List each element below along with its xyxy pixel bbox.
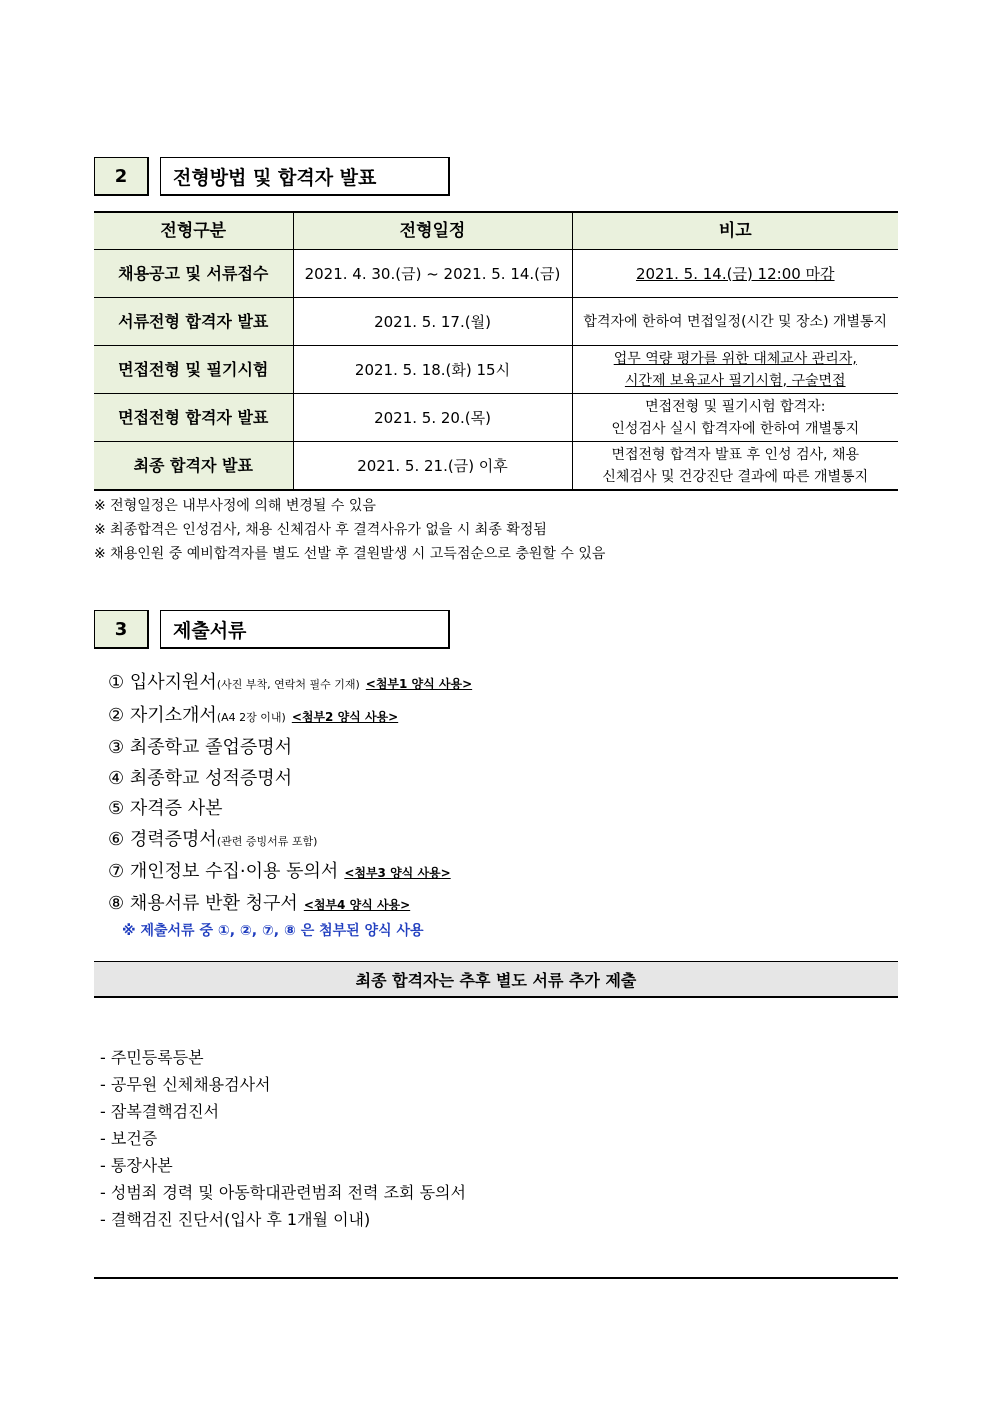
item-detail: (A4 2장 이내) [216, 710, 286, 724]
note-item: ※ 최종합격은 인성검사, 채용 신체검사 후 결격사유가 없을 시 최종 확정됨 [94, 522, 547, 538]
list-item: - 성범죄 경력 및 아동학대관련범죄 전력 조회 동의서 [100, 1183, 466, 1202]
date-cell: 2021. 4. 30.(금) ~ 2021. 5. 14.(금) [293, 250, 572, 298]
list-item: - 통장사본 [100, 1156, 173, 1175]
section-2-title: 전형방법 및 합격자 발표 [160, 157, 450, 196]
header-note: 비고 [572, 212, 898, 250]
note-line: 합격자에 한하여 면접일정(시간 및 장소) 개별통지 [583, 313, 888, 330]
list-item [108, 794, 472, 825]
schedule-table [94, 211, 898, 491]
item-name: 최종학교 성적증명서 [129, 767, 293, 789]
note-item: ※ 전형일정은 내부사정에 의해 변경될 수 있음 [94, 498, 376, 514]
item-number: ⑧ [108, 892, 125, 914]
table-row [94, 346, 898, 394]
section-3-title: 제출서류 [160, 610, 450, 649]
date-cell: 2021. 5. 18.(화) 15시 [293, 346, 572, 394]
item-number: ③ [108, 737, 125, 758]
item-attachment: <첨부3 양식 사용> [344, 866, 451, 880]
date-cell: 2021. 5. 20.(목) [293, 394, 572, 442]
list-item [108, 701, 472, 734]
item-attachment: <첨부2 양식 사용> [291, 709, 399, 724]
item-name: 채용서류 반환 청구서 [129, 892, 298, 914]
item-number: ⑥ [108, 828, 125, 850]
stage-cell: 최종 합격자 발표 [94, 442, 293, 491]
table-row [94, 298, 898, 346]
final-docs-list [100, 1044, 466, 1233]
item-detail: (관련 증빙서류 포함) [216, 834, 318, 848]
list-item: - 잠복결핵검진서 [100, 1102, 220, 1121]
note-line: 면접전형 및 필기시험 합격자: [645, 398, 826, 415]
final-docs-title: 최종 합격자는 추후 별도 서류 추가 제출 [94, 961, 898, 998]
list-item: - 결핵검진 진단서(입사 후 1개월 이내) [100, 1210, 371, 1229]
date-cell: 2021. 5. 17.(월) [293, 298, 572, 346]
item-name: 자격증 사본 [129, 798, 223, 819]
item-name: 입사지원서 [129, 672, 217, 693]
note-cell [572, 298, 898, 346]
note-line: 2021. 5. 14.(금) 12:00 마감 [635, 264, 835, 283]
documents-note: ※ 제출서류 중 ①, ②, ⑦, ⑧ 은 첨부된 양식 사용 [122, 923, 424, 939]
item-number: ① [108, 672, 125, 693]
note-line: 업무 역량 평가를 위한 대체교사 관리자, [613, 350, 857, 367]
list-item [108, 889, 472, 921]
item-number: ④ [108, 767, 125, 789]
documents-list [108, 668, 472, 942]
table-row [94, 442, 898, 491]
note-item: ※ 채용인원 중 예비합격자를 별도 선발 후 결원발생 시 고득점순으로 충원할 수 있음 [94, 546, 606, 562]
schedule-notes [94, 494, 605, 566]
table-row [94, 394, 898, 442]
list-item: - 공무원 신체채용검사서 [100, 1075, 271, 1094]
item-number: ⑤ [108, 798, 125, 819]
item-name: 경력증명서 [129, 828, 217, 850]
item-attachment: <첨부1 양식 사용> [365, 677, 473, 691]
list-item [108, 825, 472, 858]
section-3-number: 3 [94, 610, 149, 649]
item-attachment: <첨부4 양식 사용> [303, 897, 411, 912]
item-number: ② [108, 704, 125, 726]
list-item [108, 764, 472, 795]
list-item: - 주민등록등본 [100, 1048, 204, 1067]
note-cell [572, 346, 898, 394]
date-cell: 2021. 5. 21.(금) 이후 [293, 442, 572, 491]
schedule-header-row [94, 212, 898, 250]
item-name: 최종학교 졸업증명서 [129, 737, 293, 758]
note-line: 신체검사 및 건강진단 결과에 따른 개별통지 [602, 468, 869, 485]
section-2-number: 2 [94, 157, 149, 196]
stage-cell: 면접전형 합격자 발표 [94, 394, 293, 442]
list-item [108, 857, 472, 889]
list-item [108, 668, 472, 701]
header-date: 전형일정 [293, 212, 572, 250]
note-cell [572, 394, 898, 442]
note-line: 인성검사 실시 합격자에 한하여 개별통지 [611, 420, 860, 437]
bottom-divider [94, 1277, 898, 1279]
stage-cell: 채용공고 및 서류접수 [94, 250, 293, 298]
stage-cell: 면접전형 및 필기시험 [94, 346, 293, 394]
item-detail: (사진 부착, 연락처 필수 기재) [216, 678, 360, 691]
item-name: 자기소개서 [129, 704, 217, 726]
list-item: - 보건증 [100, 1129, 158, 1148]
stage-cell: 서류전형 합격자 발표 [94, 298, 293, 346]
list-item [108, 733, 472, 764]
item-number: ⑦ [108, 861, 125, 882]
note-line: 시간제 보육교사 필기시험, 구술면접 [624, 372, 846, 389]
header-stage: 전형구분 [94, 212, 293, 250]
note-line: 면접전형 합격자 발표 후 인성 검사, 채용 [611, 446, 860, 463]
note-cell [572, 442, 898, 491]
table-row [94, 250, 898, 298]
note-cell [572, 250, 898, 298]
item-name: 개인정보 수집·이용 동의서 [129, 861, 339, 882]
